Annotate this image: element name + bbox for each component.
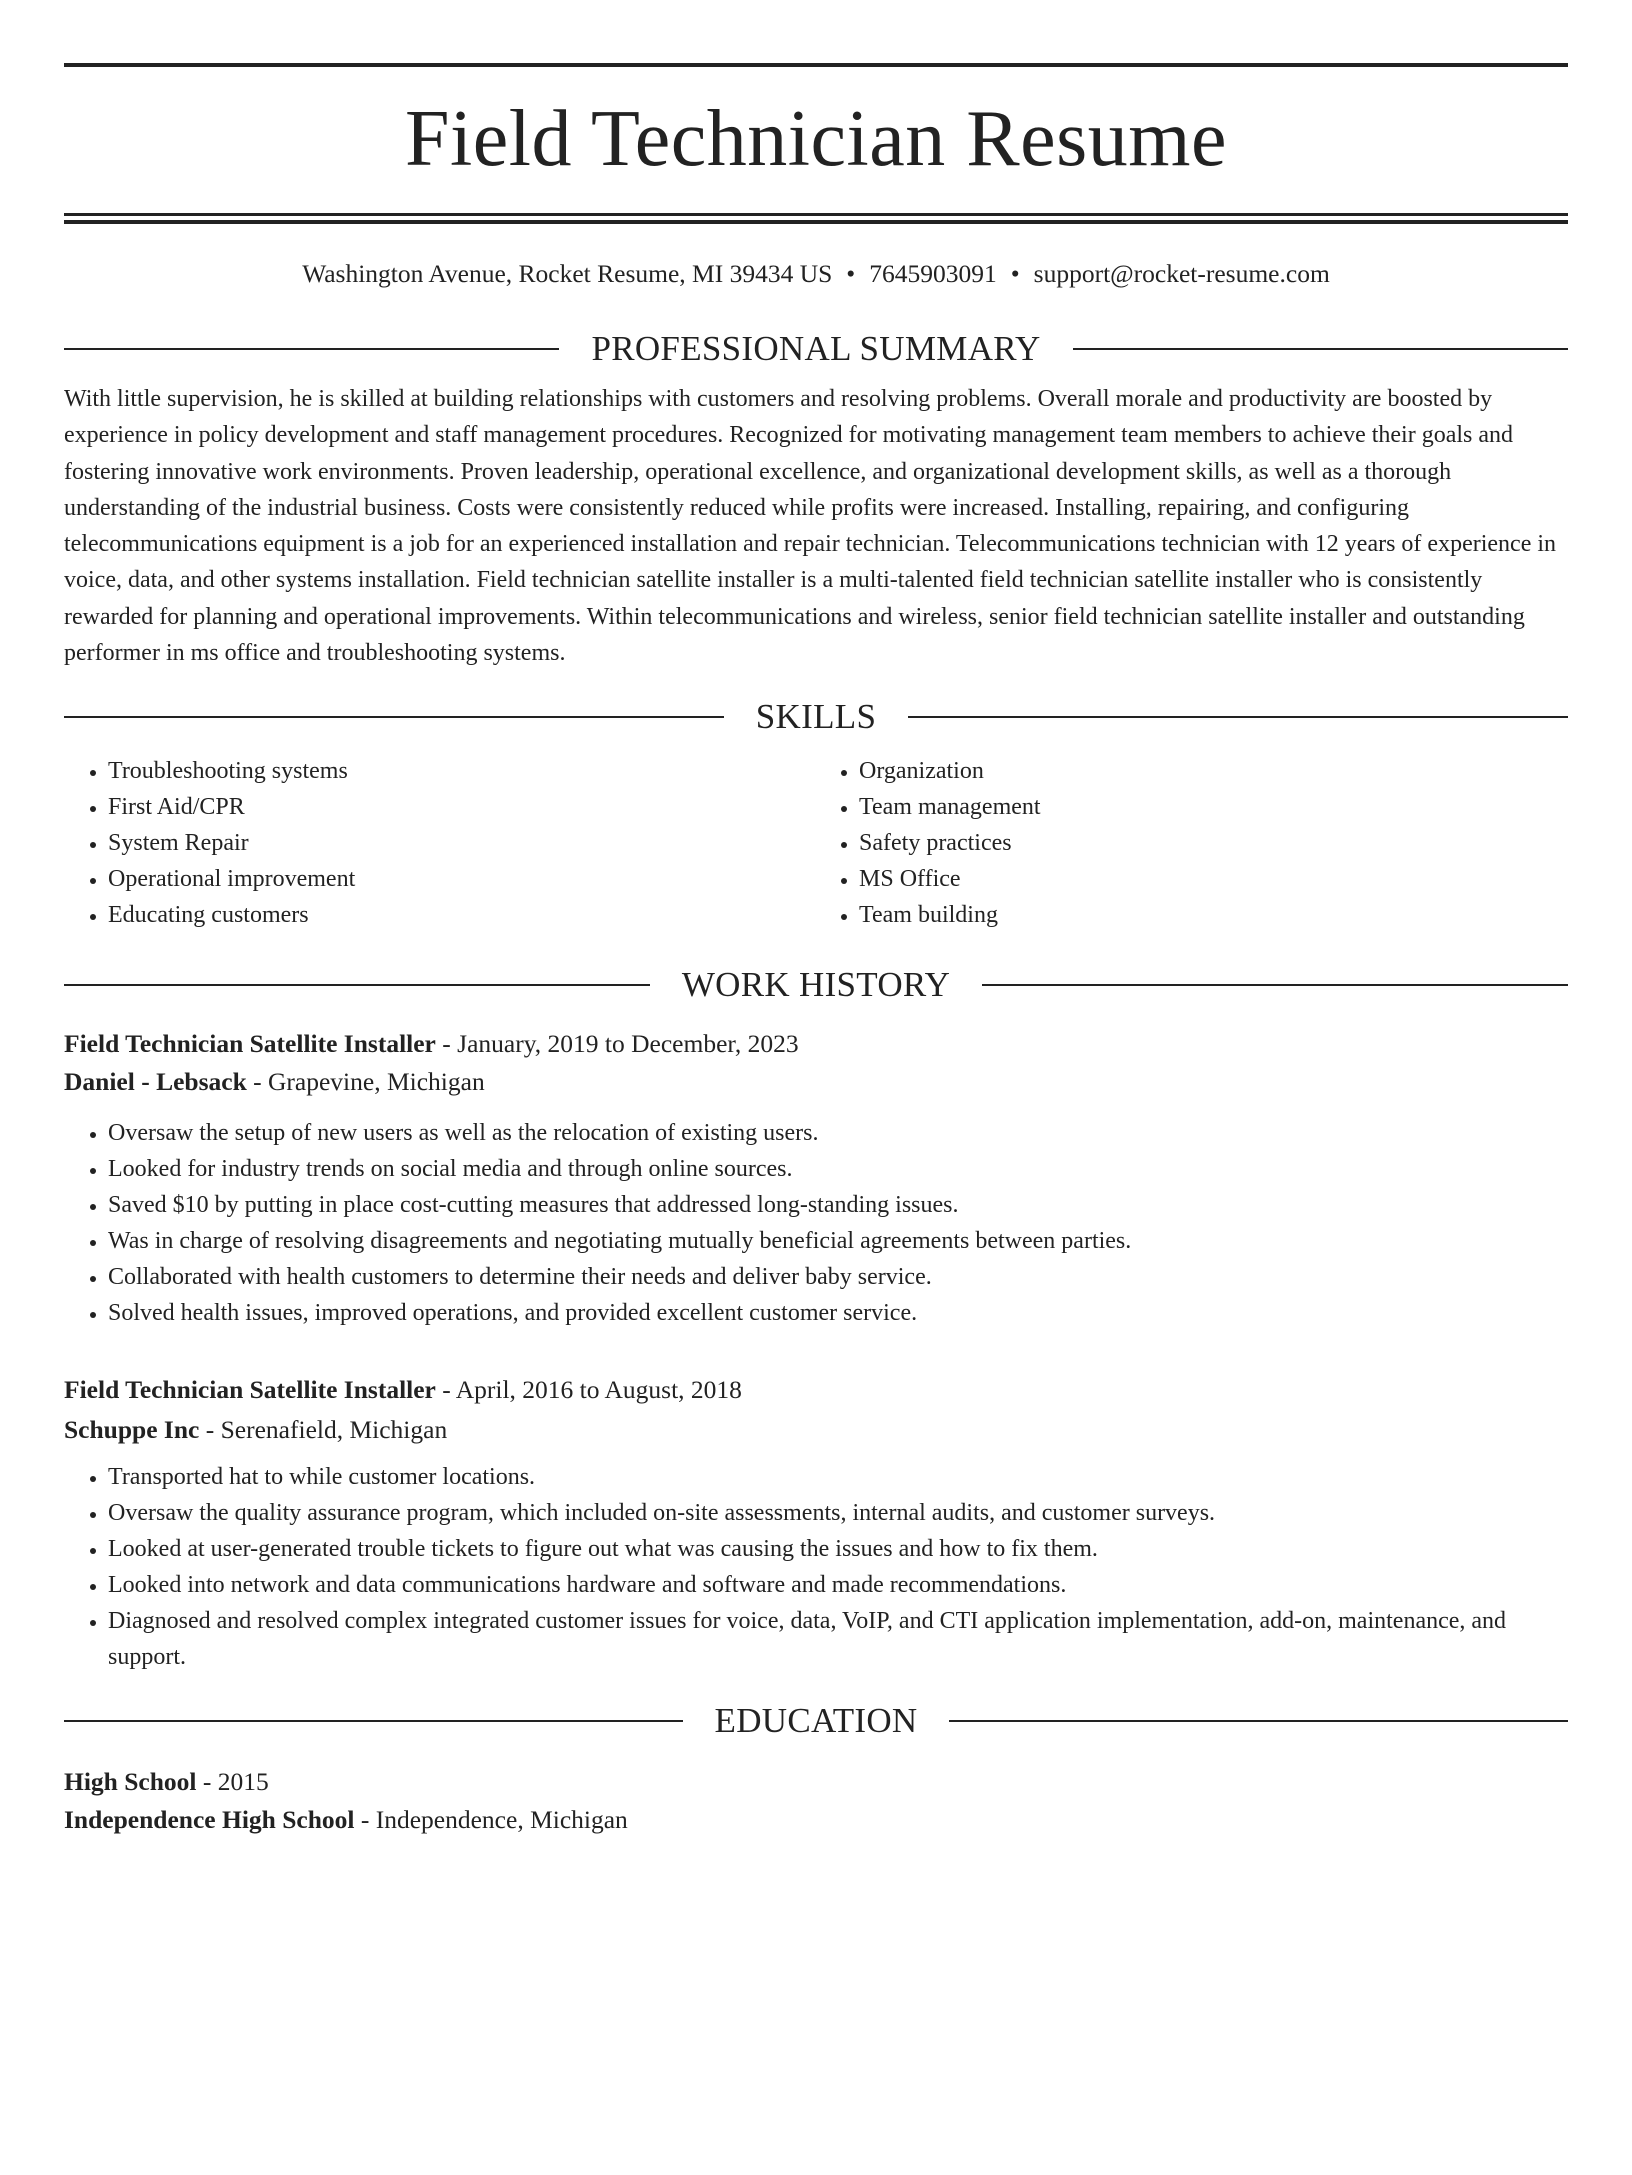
job-dates: April, 2016 to August, 2018: [455, 1375, 742, 1405]
job-entry: [64, 1371, 1568, 1675]
skills-column-right: [817, 753, 1568, 933]
job-title-line: [64, 1025, 1568, 1063]
skill-item: • Troubleshooting systems: [108, 753, 817, 789]
job-bullet: • Was in charge of resolving disagreements and negotiating mutually beneficial agreements between parties.: [108, 1223, 1568, 1259]
dash: -: [354, 1805, 376, 1835]
summary-text: With little supervision, he is skilled at building relationships with customers and resolving problems. Overall morale and productivity are boosted by experience in policy development and staff management procedures. Recognized for motivating management team members to achieve their goals and fostering innovative work environments. Proven leadership, operational excellence, and organizational development skills, as well as a thorough understanding of the industrial business. Costs were consistently reduced while profits were increased. Installing, repairing, and configuring telecommunications equipment is a job for an experienced installation and repair technician. Telecommunications technician with 12 years of experience in voice, data, and other systems installation. Field technician satellite installer is a multi-talented field technician satellite installer who is consistently rewarded for planning and operational improvements. Within telecommunications and wireless, senior field technician satellite installer and outstanding performer in ms office and troubleshooting systems.: [64, 386, 1557, 667]
heading-rule-left: [64, 716, 724, 718]
skill-item: • Team building: [859, 897, 1568, 933]
heading-rule-right: [1073, 348, 1568, 350]
job-bullet: • Transported hat to while customer locations.: [108, 1459, 1568, 1495]
section-heading-work: [64, 965, 1568, 1005]
job-title-line: [64, 1371, 1568, 1409]
job-bullet: • Oversaw the setup of new users as well as the relocation of existing users.: [108, 1115, 1568, 1151]
education-degree: High School: [64, 1767, 197, 1797]
education-school: Independence High School: [64, 1805, 355, 1835]
job-company: Daniel - Lebsack: [64, 1067, 247, 1097]
job-bullet: • Solved health issues, improved operations, and provided excellent customer service.: [108, 1295, 1568, 1331]
job-location: Grapevine, Michigan: [268, 1067, 485, 1097]
job-bullets: [64, 1459, 1568, 1675]
section-heading-summary: [64, 329, 1568, 369]
job-bullet: • Oversaw the quality assurance program, which included on-site assessments, internal audits, and customer surveys.: [108, 1495, 1568, 1531]
title-double-rule: [64, 213, 1568, 224]
heading-rule-right: [908, 716, 1568, 718]
contact-address: Washington Avenue, Rocket Resume, MI 39434 US: [302, 259, 833, 288]
job-company-line: [64, 1063, 1568, 1101]
job-bullet: • Looked at user-generated trouble tickets to figure out what was causing the issues and how to fix them.: [108, 1531, 1568, 1567]
section-title: PROFESSIONAL SUMMARY: [591, 329, 1041, 368]
job-title: Field Technician Satellite Installer: [64, 1375, 436, 1405]
contact-phone[interactable]: 7645903091: [869, 259, 997, 288]
contact-separator: •: [846, 259, 856, 288]
job-bullet: • Collaborated with health customers to determine their needs and deliver baby service.: [108, 1259, 1568, 1295]
dash: -: [199, 1415, 221, 1445]
job-company: Schuppe Inc: [64, 1415, 200, 1445]
skill-item: • First Aid/CPR: [108, 789, 817, 825]
heading-rule-right: [949, 1720, 1568, 1722]
job-bullet: • Saved $10 by putting in place cost-cutting measures that addressed long-standing issues.: [108, 1187, 1568, 1223]
job-location: Serenafield, Michigan: [220, 1415, 448, 1445]
skills-list: [64, 753, 1568, 933]
job-dates: January, 2019 to December, 2023: [457, 1029, 799, 1059]
dash: -: [246, 1067, 269, 1097]
section-heading-skills: [64, 697, 1568, 737]
skill-item: • Safety practices: [859, 825, 1568, 861]
resume-page: [0, 63, 1632, 2175]
education-entry: [64, 1763, 1568, 1839]
job-company-line: [64, 1411, 1568, 1449]
job-bullet: • Looked into network and data communications hardware and software and made recommendations.: [108, 1567, 1568, 1603]
dash: -: [435, 1029, 458, 1059]
education-school-line: [64, 1801, 1568, 1839]
job-bullet: • Looked for industry trends on social media and through online sources.: [108, 1151, 1568, 1187]
resume-title: Field Technician Resume: [404, 95, 1227, 183]
contact-email[interactable]: support@rocket-resume.com: [1033, 259, 1330, 288]
skill-item: • MS Office: [859, 861, 1568, 897]
dash: -: [435, 1375, 456, 1405]
dash: -: [196, 1767, 218, 1797]
education-degree-line: [64, 1763, 1568, 1801]
section-title: EDUCATION: [714, 1701, 918, 1741]
skill-item: • Team management: [859, 789, 1568, 825]
contact-line: [64, 257, 1568, 291]
job-entry: [64, 1025, 1568, 1331]
section-heading-education: [64, 1701, 1568, 1741]
heading-rule-right: [982, 984, 1568, 986]
heading-rule-left: [64, 348, 559, 350]
section-title: SKILLS: [755, 697, 877, 737]
section-title: WORK HISTORY: [681, 965, 951, 1005]
education-year: 2015: [217, 1767, 269, 1797]
job-bullet: • Diagnosed and resolved complex integrated customer issues for voice, data, VoIP, and CTI application implementation, add-on, maintenance, and support.: [108, 1603, 1568, 1675]
skill-item: • Operational improvement: [108, 861, 817, 897]
heading-rule-left: [64, 1720, 683, 1722]
skill-item: • Organization: [859, 753, 1568, 789]
job-bullets: [64, 1115, 1568, 1331]
education-location: Independence, Michigan: [375, 1805, 628, 1835]
job-title: Field Technician Satellite Installer: [64, 1029, 436, 1059]
skill-item: • Educating customers: [108, 897, 817, 933]
skill-item: • System Repair: [108, 825, 817, 861]
skills-column-left: [64, 753, 817, 933]
contact-separator: •: [1010, 259, 1020, 288]
top-rule: [64, 63, 1568, 67]
heading-rule-left: [64, 984, 650, 986]
